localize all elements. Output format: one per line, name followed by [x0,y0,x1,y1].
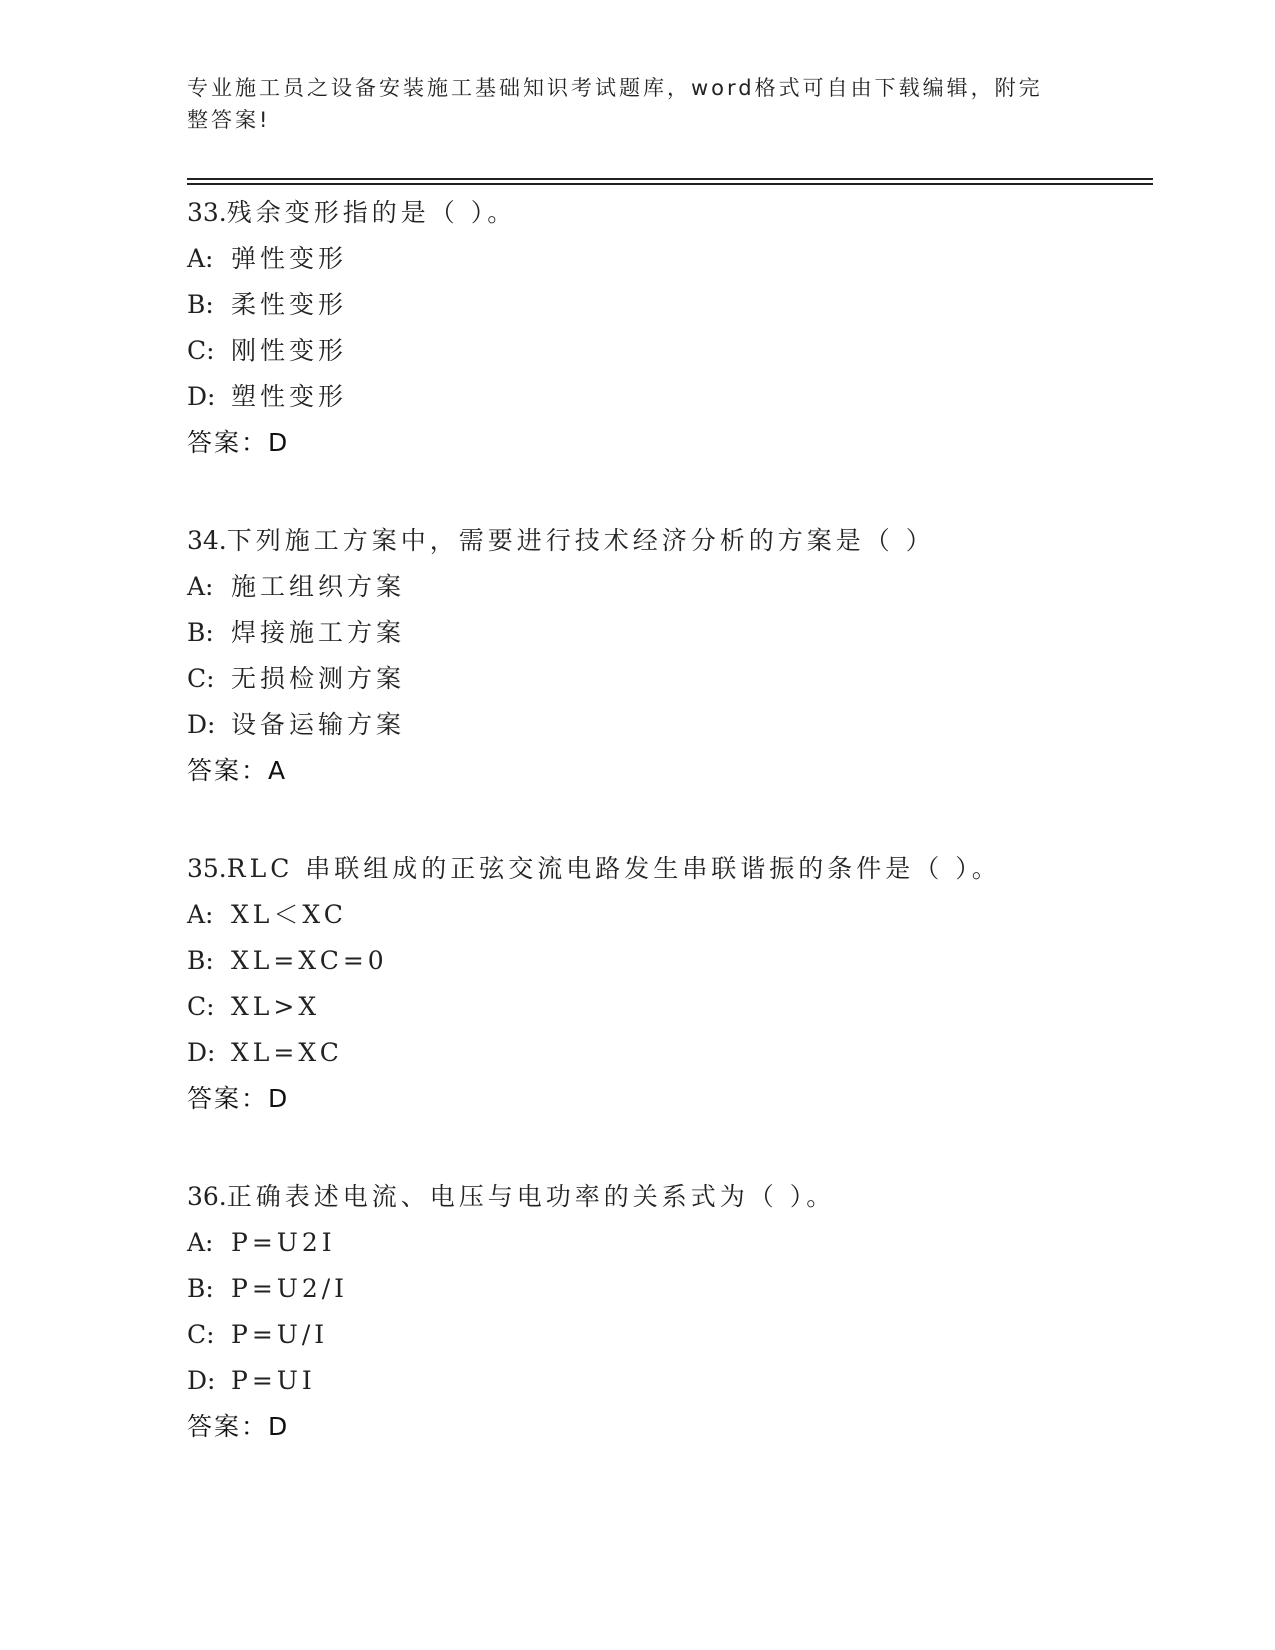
option-b [187,938,1153,984]
option-b [187,610,1153,656]
question-number: 34. [187,526,227,555]
option-a [187,892,1153,938]
option-key: D: [187,710,216,739]
option-text: P=U/I [231,1320,329,1349]
question-stem [187,518,1153,564]
option-key: D: [187,1038,216,1067]
option-b [187,1266,1153,1312]
option-text: 柔性变形 [231,290,348,319]
option-key: A: [187,572,214,601]
question-number: 33. [187,198,227,227]
option-key: B: [187,618,214,647]
option-text: 弹性变形 [231,244,348,273]
option-d [187,1030,1153,1076]
option-c [187,328,1153,374]
header-divider-bottom [187,183,1153,185]
question-stem [187,846,1153,892]
question-number: 35. [187,854,227,883]
option-text: XL>X [231,992,321,1021]
option-key: A: [187,900,214,929]
option-d [187,1358,1153,1404]
option-text: 焊接施工方案 [231,618,406,647]
option-key: D: [187,382,216,411]
answer-line [187,420,1153,466]
answer-line [187,1076,1153,1122]
option-key: A: [187,244,214,273]
option-text: P=UI [231,1366,316,1395]
answer-label: 答案： [187,428,269,457]
question-stem [187,1174,1153,1220]
option-key: B: [187,1274,214,1303]
option-c [187,1312,1153,1358]
answer-line [187,1404,1153,1450]
document-header [187,72,1067,136]
header-line-2: 整答案! [187,108,271,132]
option-key: D: [187,1366,216,1395]
option-key: B: [187,946,214,975]
option-a [187,236,1153,282]
option-text: 施工组织方案 [231,572,406,601]
option-d [187,702,1153,748]
question-33 [187,190,1153,466]
question-34 [187,518,1153,794]
option-key: C: [187,664,215,693]
answer-value: D [268,428,288,457]
option-text: P=U2I [231,1228,336,1257]
question-35 [187,846,1153,1122]
option-key: C: [187,1320,215,1349]
option-b [187,282,1153,328]
option-text: XL=XC [231,1038,343,1067]
header-line-1: 专业施工员之设备安装施工基础知识考试题库，word格式可自由下载编辑，附完 [187,76,1043,100]
header-divider-top [187,178,1153,180]
option-a [187,1220,1153,1266]
option-key: C: [187,336,215,365]
answer-value: D [268,1084,288,1113]
question-text: 正确表述电流、电压与电功率的关系式为（ ）。 [226,1182,836,1211]
question-text: RLC 串联组成的正弦交流电路发生串联谐振的条件是（ ）。 [226,854,1001,883]
option-c [187,984,1153,1030]
answer-line [187,748,1153,794]
option-text: 塑性变形 [231,382,348,411]
question-stem [187,190,1153,236]
answer-label: 答案： [187,1084,269,1113]
answer-label: 答案： [187,1412,269,1441]
answer-label: 答案： [187,756,269,785]
option-text: 无损检测方案 [231,664,406,693]
option-text: XL=XC=0 [231,946,388,975]
question-text: 下列施工方案中，需要进行技术经济分析的方案是（ ） [226,526,935,555]
question-number: 36. [187,1182,227,1211]
option-text: XL＜XC [231,900,347,929]
option-c [187,656,1153,702]
option-text: 设备运输方案 [231,710,406,739]
option-key: A: [187,1228,214,1257]
answer-value: A [268,756,286,785]
option-text: P=U2/I [231,1274,349,1303]
option-d [187,374,1153,420]
option-text: 刚性变形 [231,336,348,365]
question-36 [187,1174,1153,1450]
question-text: 残余变形指的是（ ）。 [226,198,517,227]
answer-value: D [268,1412,288,1441]
option-key: C: [187,992,215,1021]
question-list [187,190,1153,1502]
option-a [187,564,1153,610]
option-key: B: [187,290,214,319]
